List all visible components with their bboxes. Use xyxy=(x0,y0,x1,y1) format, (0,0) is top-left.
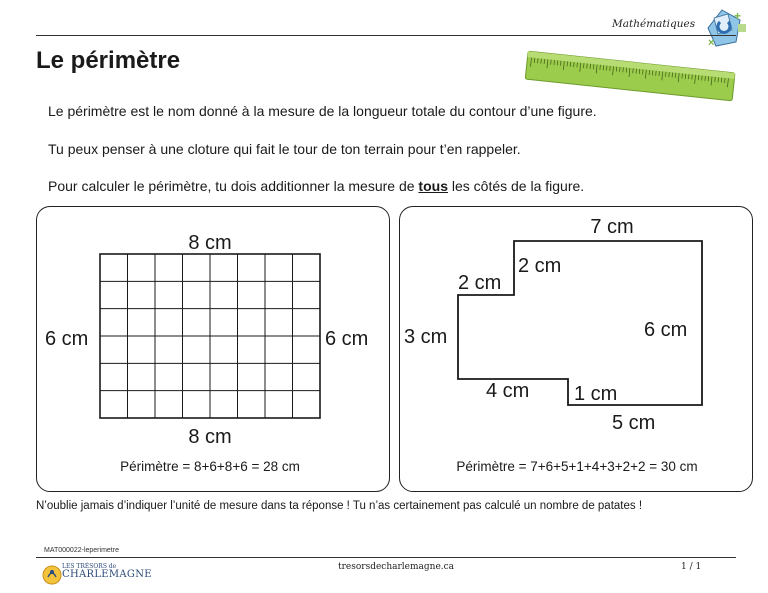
svg-text:+: + xyxy=(734,9,742,23)
polygon-formula: Périmètre = 7+6+5+1+4+3+2+2 = 30 cm xyxy=(456,459,698,474)
polygon-right-label: 6 cm xyxy=(644,319,688,341)
intro-how-to-start: Pour calculer le périmètre, tu dois additionner la mesure de xyxy=(48,178,419,194)
svg-text:×: × xyxy=(708,37,715,49)
rectangle-formula: Périmètre = 8+6+8+6 = 28 cm xyxy=(120,459,300,474)
intro-fence-analogy: Tu peux penser à une cloture qui fait le tour de ton terrain pour t’en rappeler. xyxy=(48,141,521,157)
brand-name-big: CHARLEMAGNE xyxy=(62,569,152,580)
intro-how-to xyxy=(48,178,584,194)
polygon-top-label: 7 cm xyxy=(590,216,634,238)
subject-label: Mathématiques xyxy=(612,18,696,30)
brand-name xyxy=(62,564,152,580)
polygon-figure xyxy=(400,207,754,493)
polygon-step-vertical-label: 2 cm xyxy=(518,255,562,277)
page-number: 1 / 1 xyxy=(681,562,702,572)
intro-definition: Le périmètre est le nom donné à la mesure de la longueur totale du contour d’une figure. xyxy=(48,103,597,119)
page-title: Le périmètre xyxy=(36,47,181,74)
polygon-notch-label: 1 cm xyxy=(574,383,618,405)
website-link[interactable]: tresorsdecharlemagne.ca xyxy=(338,562,455,572)
intro-keyword-tous: tous xyxy=(418,178,448,194)
polygon-left-label: 3 cm xyxy=(404,326,448,348)
intro-how-to-end: les côtés de la figure. xyxy=(447,178,585,194)
rectangle-top-label: 8 cm xyxy=(188,232,232,254)
ruler-icon xyxy=(520,42,740,112)
document-code: MAT000022-leperimetre xyxy=(44,547,119,554)
footer-rule xyxy=(36,557,736,558)
polygon-bottom-right-label: 5 cm xyxy=(612,412,656,434)
header-rule xyxy=(36,35,736,36)
rectangle-figure xyxy=(37,207,391,493)
unit-reminder-note: N’oublie jamais d’indiquer l’unité de mesure dans ta réponse ! Tu n’as certainement pas calculé un nombre de patates ! xyxy=(36,500,643,512)
polygon-step-horizontal-label: 2 cm xyxy=(458,272,502,294)
rectangle-bottom-label: 8 cm xyxy=(188,426,232,448)
polygon-bottom-left-label: 4 cm xyxy=(486,380,530,402)
rectangle-example-panel xyxy=(36,206,390,492)
rectangle-left-label: 6 cm xyxy=(45,328,89,350)
polygon-example-panel xyxy=(399,206,753,492)
rectangle-right-label: 6 cm xyxy=(325,328,369,350)
brand-name-small: LES TRÉSORS de xyxy=(62,563,117,570)
